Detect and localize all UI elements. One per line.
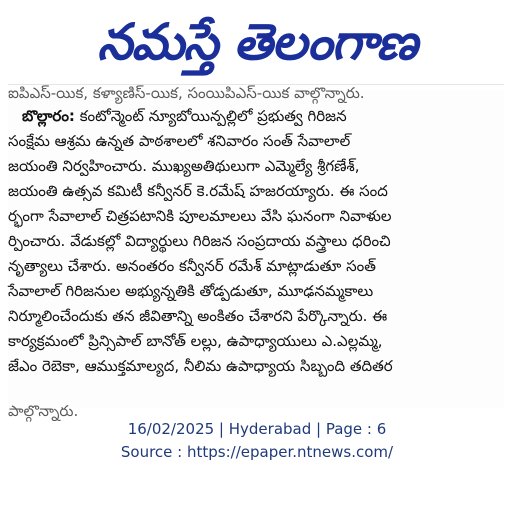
cut-off-bottom-line: పాల్గొన్నారు. xyxy=(8,402,79,420)
clipping-footer xyxy=(0,418,514,464)
article-line: జయంతి ఉత్సవ కమిటీ కన్వీనర్ కె.రమేష్ హజరయ్యారు. ఈ సంద xyxy=(8,182,388,200)
article-line: ర్భంగా సేవాలాల్ చిత్రపటానికి పూలమాలలు వేసి ఘనంగా నివాళుల xyxy=(8,207,392,225)
article-clip xyxy=(8,84,504,420)
article-dateline: బొల్లారం: xyxy=(22,107,75,125)
article-line: జేఎం రెబెకా, ఆముక్తమాల్యద, నీలిమ ఉపాధ్యాయ సిబ్బంది తదితర xyxy=(8,357,393,375)
article-line: ర్పించారు. వేడుకల్లో విద్యార్థులు గిరిజన సంప్రదాయ వస్త్రాలు ధరించి xyxy=(8,232,391,250)
article-line: నిర్మూలించేందుకు తన జీవితాన్ని అంకితం చేశారని పేర్కొన్నారు. ఈ xyxy=(8,307,388,325)
cut-off-top-line: ఐపిఎస్-యిక, కళ్యాణిస్-యిక, సంయిపిఎస్-యిక వాల్గొన్నారు. xyxy=(8,84,365,102)
article-line: సంక్షేమ ఆశ్రమ ఉన్నత పాఠశాలలో శనివారం సంత్ సేవాలాల్ xyxy=(8,132,351,150)
article-line: జయంతి నిర్వహించారు. ముఖ్యఅతిథులుగా ఎమ్మెల్యే శ్రీగణేశ్, xyxy=(8,157,360,175)
article-line-1 xyxy=(8,104,504,129)
footer-dateline: 16/02/2025 | Hyderabad | Page : 6 xyxy=(127,420,387,438)
article-line-text: కంటోన్మెంట్ న్యూబోయిన్పల్లిలో ప్రభుత్వ గిరిజన xyxy=(79,107,347,125)
article-body xyxy=(8,104,504,379)
article-line: సేవాలాల్ గిరిజనుల అభ్యున్నతికి తోడ్పడుతూ, మూఢనమ్మకాలు xyxy=(8,282,374,300)
article-line: కార్యక్రమంలో ప్రిన్సిపాల్ బానోత్ లల్లు, ఉపాధ్యాయులు ఎ.ఎల్లమ్మ, xyxy=(8,332,383,350)
footer-source: Source : https://epaper.ntnews.com/ xyxy=(120,443,394,461)
article-line: నృత్యాలు చేశారు. అనంతరం కన్వీనర్ రమేశ్ మాట్లాడుతూ సంత్ xyxy=(8,257,376,275)
newspaper-masthead: నమస్తే తెలంగాణ xyxy=(97,13,417,71)
